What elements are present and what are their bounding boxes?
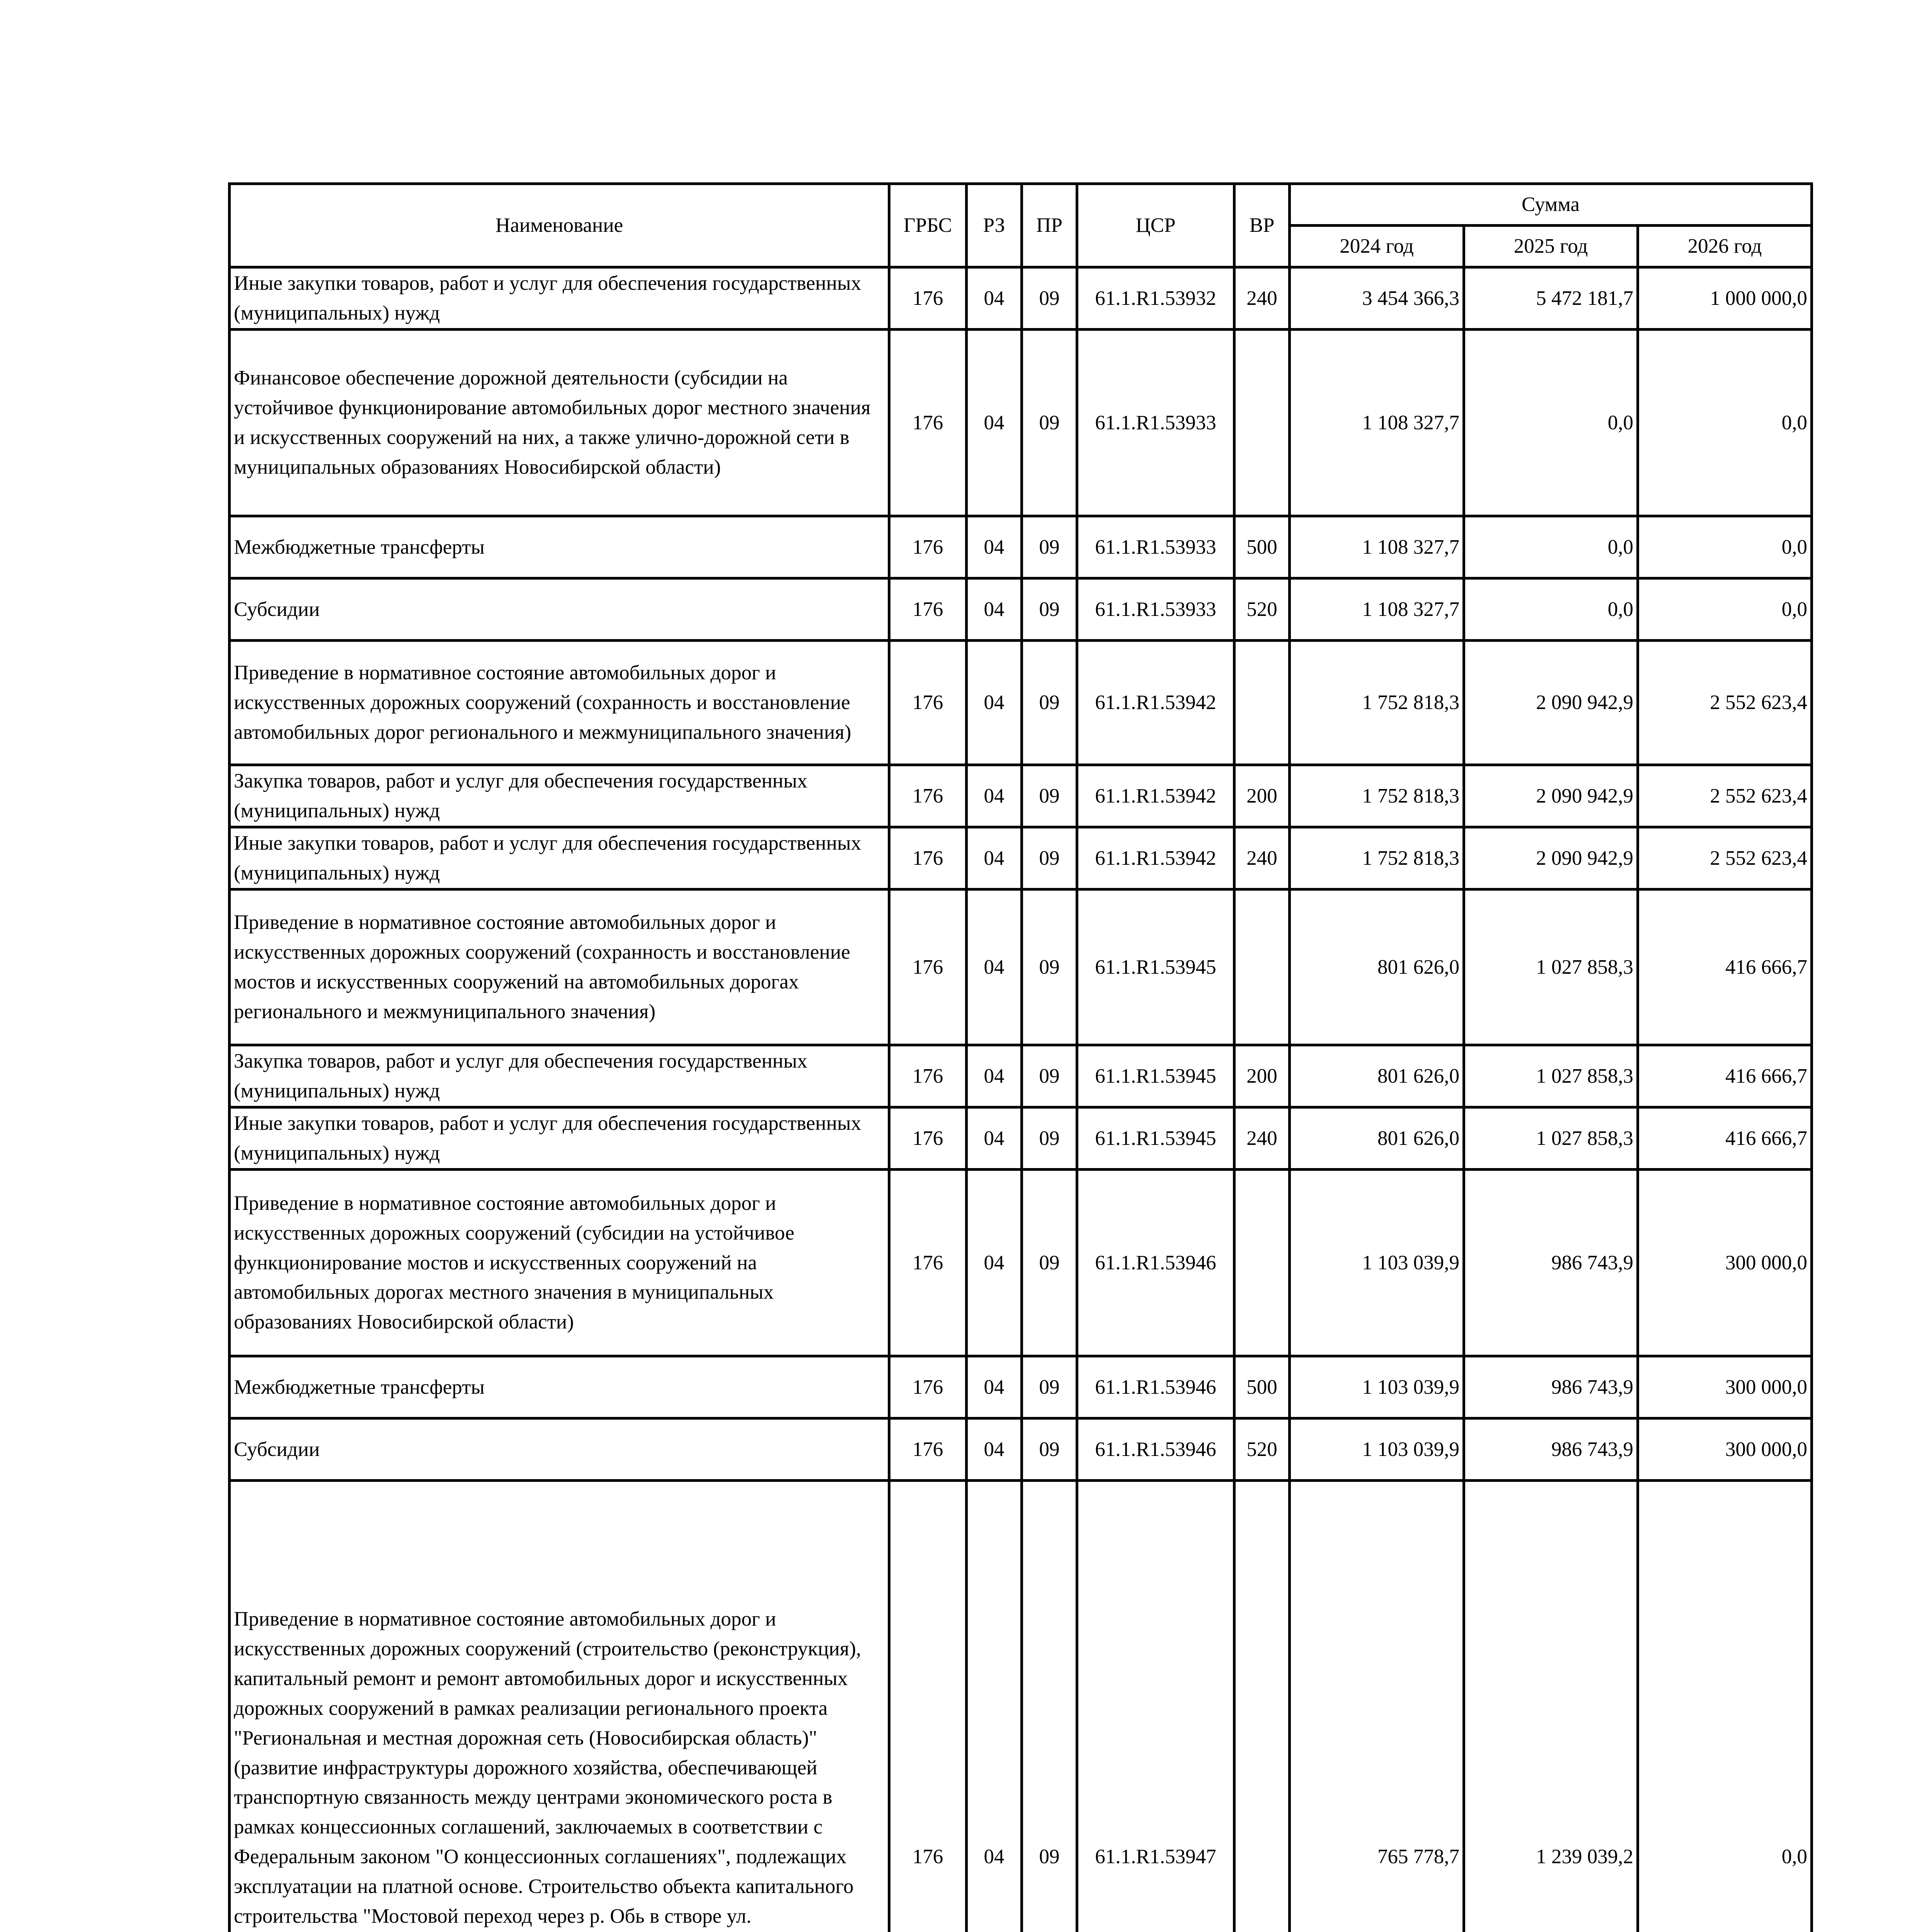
row-rz: 04: [967, 1481, 1022, 1932]
row-grbs: 176: [889, 765, 967, 827]
header-year-2026: 2026 год: [1638, 226, 1812, 267]
row-sum-2024: 1 752 818,3: [1290, 765, 1464, 827]
row-sum-2024: 1 752 818,3: [1290, 827, 1464, 889]
row-pr: 09: [1022, 267, 1077, 330]
row-sum-2025: 5 472 181,7: [1464, 267, 1638, 330]
row-csr: 61.1.R1.53942: [1077, 765, 1234, 827]
header-name: Наименование: [230, 184, 889, 267]
row-sum-2024: 1 108 327,7: [1290, 516, 1464, 578]
row-vr: [1234, 889, 1290, 1045]
row-sum-2025: 986 743,9: [1464, 1418, 1638, 1481]
row-sum-2026: 2 552 623,4: [1638, 765, 1812, 827]
row-grbs: 176: [889, 1481, 967, 1932]
row-csr: 61.1.R1.53942: [1077, 641, 1234, 765]
row-pr: 09: [1022, 641, 1077, 765]
row-pr: 09: [1022, 827, 1077, 889]
row-csr: 61.1.R1.53942: [1077, 827, 1234, 889]
row-sum-2026: 416 666,7: [1638, 889, 1812, 1045]
row-csr: 61.1.R1.53946: [1077, 1356, 1234, 1418]
row-sum-2025: 2 090 942,9: [1464, 765, 1638, 827]
row-vr: [1234, 1170, 1290, 1356]
row-rz: 04: [967, 267, 1022, 330]
row-grbs: 176: [889, 267, 967, 330]
row-grbs: 176: [889, 1356, 967, 1418]
row-vr: 500: [1234, 1356, 1290, 1418]
row-sum-2025: 0,0: [1464, 516, 1638, 578]
row-csr: 61.1.R1.53945: [1077, 889, 1234, 1045]
row-sum-2025: 1 239 039,2: [1464, 1481, 1638, 1932]
table-row: [230, 516, 1812, 578]
row-rz: 04: [967, 1418, 1022, 1481]
row-vr: 200: [1234, 1045, 1290, 1107]
row-sum-2026: 300 000,0: [1638, 1170, 1812, 1356]
row-csr: 61.1.R1.53946: [1077, 1170, 1234, 1356]
row-rz: 04: [967, 1107, 1022, 1170]
row-vr: [1234, 1481, 1290, 1932]
table-row: [230, 1045, 1812, 1107]
row-csr: 61.1.R1.53945: [1077, 1107, 1234, 1170]
row-rz: 04: [967, 1356, 1022, 1418]
row-name: Закупка товаров, работ и услуг для обеспечения государственных (муниципальных) нужд: [230, 1045, 889, 1107]
row-sum-2025: 2 090 942,9: [1464, 641, 1638, 765]
row-rz: 04: [967, 889, 1022, 1045]
row-sum-2026: 1 000 000,0: [1638, 267, 1812, 330]
row-rz: 04: [967, 641, 1022, 765]
row-name: Иные закупки товаров, работ и услуг для обеспечения государственных (муниципальных) нужд: [230, 827, 889, 889]
row-sum-2025: 986 743,9: [1464, 1356, 1638, 1418]
row-grbs: 176: [889, 827, 967, 889]
row-name: Иные закупки товаров, работ и услуг для обеспечения государственных (муниципальных) нужд: [230, 1107, 889, 1170]
row-sum-2024: 1 752 818,3: [1290, 641, 1464, 765]
row-sum-2025: 1 027 858,3: [1464, 1107, 1638, 1170]
row-name: Финансовое обеспечение дорожной деятельности (субсидии на устойчивое функционирование автомобильных дорог местного значения и искусственных сооружений на них, а также улично-дорожной сети в муниципальных образованиях Новосибирской области): [230, 330, 889, 516]
row-sum-2026: 0,0: [1638, 516, 1812, 578]
row-sum-2026: 2 552 623,4: [1638, 827, 1812, 889]
row-sum-2026: 0,0: [1638, 330, 1812, 516]
row-grbs: 176: [889, 1045, 967, 1107]
table-row: [230, 267, 1812, 330]
row-name: Иные закупки товаров, работ и услуг для обеспечения государственных (муниципальных) нужд: [230, 267, 889, 330]
row-sum-2024: 1 108 327,7: [1290, 330, 1464, 516]
row-vr: [1234, 330, 1290, 516]
row-sum-2026: 416 666,7: [1638, 1045, 1812, 1107]
table-row: [230, 1418, 1812, 1481]
row-pr: 09: [1022, 1418, 1077, 1481]
row-name: Межбюджетные трансферты: [230, 1356, 889, 1418]
row-name: Приведение в нормативное состояние автомобильных дорог и искусственных дорожных сооружений (сохранность и восстановление мостов и искусственных сооружений на автомобильных дорогах регионального и межмуниципального значения): [230, 889, 889, 1045]
table-row: [230, 330, 1812, 516]
row-grbs: 176: [889, 330, 967, 516]
header-year-2025: 2025 год: [1464, 226, 1638, 267]
row-rz: 04: [967, 578, 1022, 641]
row-pr: 09: [1022, 1170, 1077, 1356]
row-sum-2025: 0,0: [1464, 578, 1638, 641]
row-vr: 240: [1234, 827, 1290, 889]
row-rz: 04: [967, 330, 1022, 516]
row-sum-2025: 986 743,9: [1464, 1170, 1638, 1356]
table-row: [230, 641, 1812, 765]
row-csr: 61.1.R1.53932: [1077, 267, 1234, 330]
row-vr: [1234, 641, 1290, 765]
row-pr: 09: [1022, 516, 1077, 578]
table-row: [230, 1356, 1812, 1418]
row-rz: 04: [967, 1045, 1022, 1107]
row-grbs: 176: [889, 516, 967, 578]
row-grbs: 176: [889, 1418, 967, 1481]
row-name: Межбюджетные трансферты: [230, 516, 889, 578]
row-sum-2024: 1 103 039,9: [1290, 1418, 1464, 1481]
row-pr: 09: [1022, 1107, 1077, 1170]
row-pr: 09: [1022, 765, 1077, 827]
row-grbs: 176: [889, 578, 967, 641]
header-sum: Сумма: [1290, 184, 1812, 226]
row-vr: 240: [1234, 1107, 1290, 1170]
row-grbs: 176: [889, 889, 967, 1045]
table-row: [230, 889, 1812, 1045]
row-sum-2025: 2 090 942,9: [1464, 827, 1638, 889]
row-csr: 61.1.R1.53947: [1077, 1481, 1234, 1932]
row-grbs: 176: [889, 1170, 967, 1356]
table-row: [230, 827, 1812, 889]
row-sum-2024: 801 626,0: [1290, 889, 1464, 1045]
table-row: [230, 765, 1812, 827]
row-name: Субсидии: [230, 578, 889, 641]
row-csr: 61.1.R1.53933: [1077, 330, 1234, 516]
header-grbs: ГРБС: [889, 184, 967, 267]
row-name: Закупка товаров, работ и услуг для обеспечения государственных (муниципальных) нужд: [230, 765, 889, 827]
row-vr: 520: [1234, 1418, 1290, 1481]
row-name: Приведение в нормативное состояние автомобильных дорог и искусственных дорожных сооружений (строительство (реконструкция), капитальный ремонт и ремонт автомобильных дорог и искусственных дорожных сооружений в рамках реализации регионального проекта "Региональная и местная дорожная сеть (Новосибирская область)" (развитие инфраструктуры дорожного хозяйства, обеспечивающей транспортную связанность между центрами экономического роста в рамках концессионных соглашений, заключаемых в соответствии с Федеральным законом "О концессионных соглашениях", подлежащих эксплуатации на платной основе. Строительство объекта капитального строительства "Мостовой переход через р. Обь в створе ул.: [230, 1481, 889, 1932]
row-pr: 09: [1022, 578, 1077, 641]
row-rz: 04: [967, 516, 1022, 578]
row-vr: 240: [1234, 267, 1290, 330]
row-pr: 09: [1022, 330, 1077, 516]
table-row: [230, 1481, 1812, 1932]
row-grbs: 176: [889, 641, 967, 765]
table-row: [230, 578, 1812, 641]
row-sum-2025: 1 027 858,3: [1464, 1045, 1638, 1107]
row-vr: 520: [1234, 578, 1290, 641]
row-sum-2026: 0,0: [1638, 1481, 1812, 1932]
row-rz: 04: [967, 827, 1022, 889]
row-sum-2024: 1 103 039,9: [1290, 1170, 1464, 1356]
row-sum-2025: 0,0: [1464, 330, 1638, 516]
row-name: Приведение в нормативное состояние автомобильных дорог и искусственных дорожных сооружений (субсидии на устойчивое функционирование мостов и искусственных сооружений на автомобильных дорогах местного значения в муниципальных образованиях Новосибирской области): [230, 1170, 889, 1356]
row-csr: 61.1.R1.53945: [1077, 1045, 1234, 1107]
table-body: [230, 267, 1812, 1932]
row-csr: 61.1.R1.53933: [1077, 516, 1234, 578]
row-sum-2024: 801 626,0: [1290, 1107, 1464, 1170]
row-vr: 200: [1234, 765, 1290, 827]
row-sum-2026: 2 552 623,4: [1638, 641, 1812, 765]
table-row: [230, 1107, 1812, 1170]
table-row: [230, 1170, 1812, 1356]
row-sum-2026: 0,0: [1638, 578, 1812, 641]
row-pr: 09: [1022, 1045, 1077, 1107]
row-csr: 61.1.R1.53946: [1077, 1418, 1234, 1481]
row-sum-2024: 765 778,7: [1290, 1481, 1464, 1932]
row-pr: 09: [1022, 889, 1077, 1045]
row-vr: 500: [1234, 516, 1290, 578]
header-year-2024: 2024 год: [1290, 226, 1464, 267]
budget-table: [228, 182, 1813, 1932]
row-pr: 09: [1022, 1481, 1077, 1932]
row-sum-2024: 1 103 039,9: [1290, 1356, 1464, 1418]
row-sum-2024: 3 454 366,3: [1290, 267, 1464, 330]
header-vr: ВР: [1234, 184, 1290, 267]
header-pr: ПР: [1022, 184, 1077, 267]
row-sum-2026: 300 000,0: [1638, 1356, 1812, 1418]
header-rz: РЗ: [967, 184, 1022, 267]
row-sum-2026: 416 666,7: [1638, 1107, 1812, 1170]
row-sum-2024: 801 626,0: [1290, 1045, 1464, 1107]
row-rz: 04: [967, 765, 1022, 827]
row-name: Субсидии: [230, 1418, 889, 1481]
row-sum-2025: 1 027 858,3: [1464, 889, 1638, 1045]
header-csr: ЦСР: [1077, 184, 1234, 267]
row-pr: 09: [1022, 1356, 1077, 1418]
row-name: Приведение в нормативное состояние автомобильных дорог и искусственных дорожных сооружений (сохранность и восстановление автомобильных дорог регионального и межмуниципального значения): [230, 641, 889, 765]
row-sum-2026: 300 000,0: [1638, 1418, 1812, 1481]
row-sum-2024: 1 108 327,7: [1290, 578, 1464, 641]
row-csr: 61.1.R1.53933: [1077, 578, 1234, 641]
row-grbs: 176: [889, 1107, 967, 1170]
row-rz: 04: [967, 1170, 1022, 1356]
